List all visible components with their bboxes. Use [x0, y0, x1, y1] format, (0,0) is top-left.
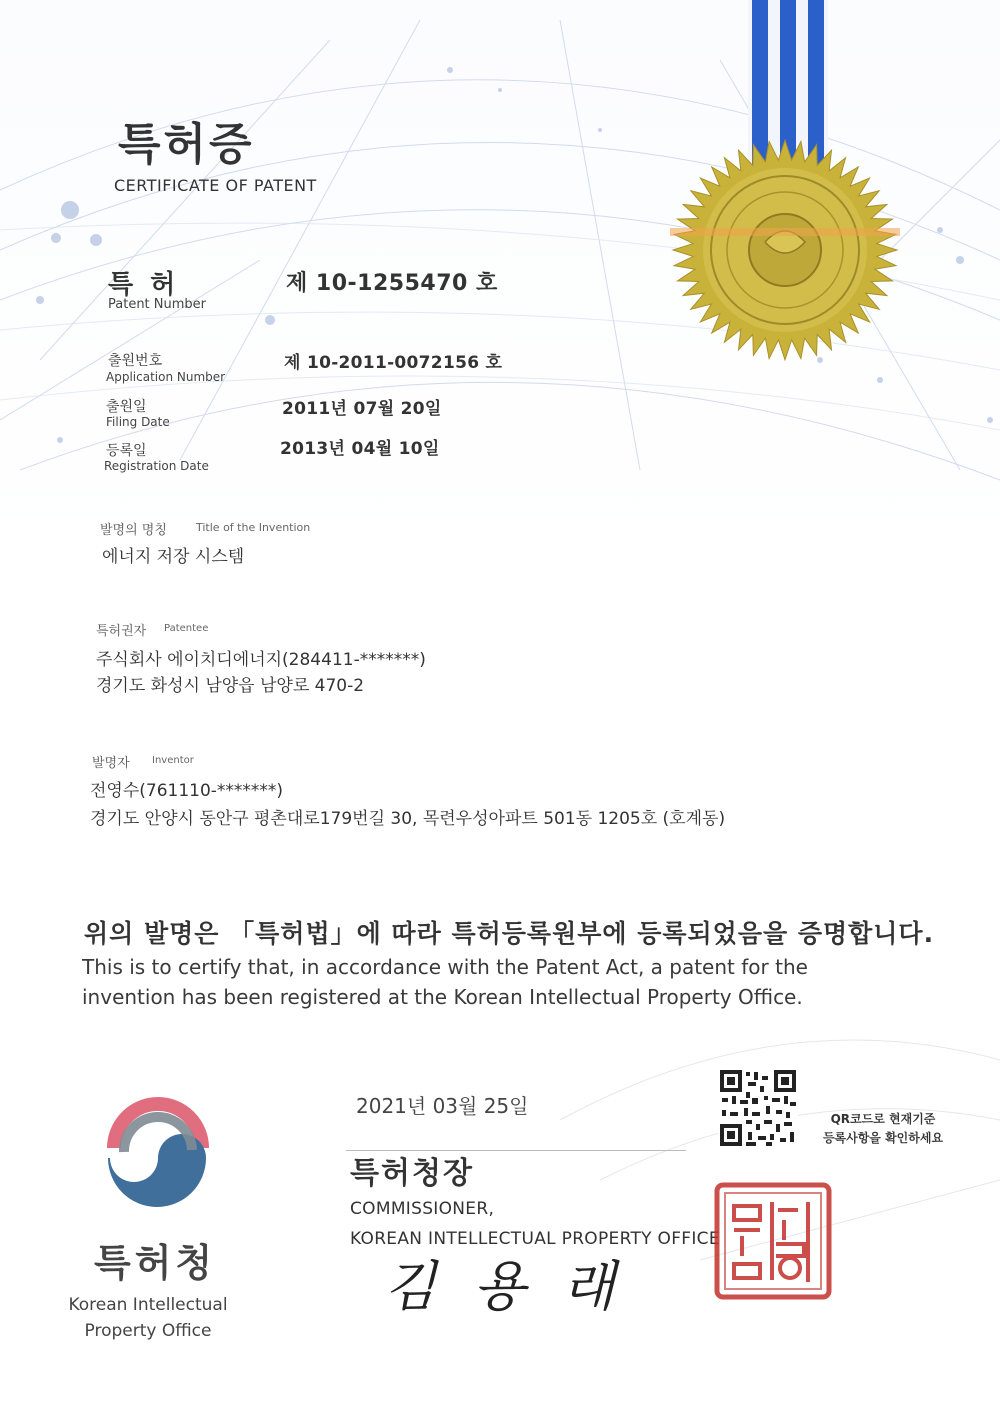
inventor-label: 발명자	[92, 756, 130, 771]
patent-number-value: 제 10-1255470 호	[286, 271, 498, 296]
kipo-logo	[96, 1092, 218, 1222]
statement-en-line1: This is to certify that, in accordance with the Patent Act, a patent for the	[82, 955, 808, 979]
patentee-address: 경기도 화성시 남양읍 남양로 470-2	[96, 676, 365, 696]
invention-label: 발명의 명칭	[100, 523, 167, 538]
application-number-label-en: Application Number	[106, 370, 226, 384]
patent-number-label-en: Patent Number	[108, 297, 207, 312]
official-red-stamp	[712, 1180, 834, 1302]
application-number-label: 출원번호	[108, 353, 163, 369]
office-en-line2: Property Office	[84, 1321, 212, 1341]
patent-number-label: 특 허	[108, 270, 180, 300]
application-number-value: 제 10-2011-0072156 호	[284, 353, 503, 373]
filing-date-value: 2011년 07월 20일	[282, 399, 442, 419]
patentee-label-en: Patentee	[164, 623, 209, 634]
commissioner-title-ko: 특허청장	[350, 1156, 474, 1191]
office-en-line1: Korean Intellectual	[68, 1295, 228, 1315]
commissioner-en-line1: COMMISSIONER,	[350, 1199, 495, 1219]
invention-label-en: Title of the Invention	[196, 521, 311, 534]
issue-date: 2021년 03월 25일	[356, 1094, 529, 1118]
certificate-subtitle: CERTIFICATE OF PATENT	[114, 176, 317, 195]
certificate-title: 특허증	[118, 119, 255, 170]
patentee-name: 주식회사 에이치디에너지(284411-*******)	[96, 650, 426, 670]
certification-statement-en	[82, 952, 942, 1012]
inventor-name: 전영수(761110-*******)	[90, 781, 284, 801]
office-name-en	[58, 1292, 238, 1344]
inventor-address: 경기도 안양시 동안구 평촌대로179번길 30, 목련우성아파트 501동 1205호 (호계동)	[90, 809, 726, 829]
office-name-ko: 특허청	[94, 1241, 217, 1285]
patentee-label: 특허권자	[96, 624, 147, 639]
qr-code[interactable]	[718, 1068, 798, 1148]
qr-caption-line1: QR코드로 현재기준	[830, 1112, 936, 1126]
filing-date-label: 출원일	[106, 399, 147, 415]
statement-en-line2: invention has been registered at the Korean Intellectual Property Office.	[82, 985, 803, 1009]
registration-date-label-en: Registration Date	[104, 459, 209, 473]
certification-statement-ko: 위의 발명은 「특허법」에 따라 특허등록원부에 등록되었음을 증명합니다.	[84, 919, 935, 948]
invention-title: 에너지 저장 시스템	[102, 547, 245, 567]
qr-caption-line2: 등록사항을 확인하세요	[822, 1131, 944, 1145]
registration-date-value: 2013년 04월 10일	[280, 439, 440, 459]
inventor-label-en: Inventor	[152, 755, 194, 766]
registration-date-label: 등록일	[106, 443, 147, 459]
commissioner-en-line2: KOREAN INTELLECTUAL PROPERTY OFFICE	[350, 1229, 720, 1249]
qr-caption	[808, 1110, 958, 1148]
gold-seal	[660, 135, 910, 365]
commissioner-signature: 김 용 래	[384, 1255, 625, 1318]
filing-date-label-en: Filing Date	[106, 415, 170, 429]
